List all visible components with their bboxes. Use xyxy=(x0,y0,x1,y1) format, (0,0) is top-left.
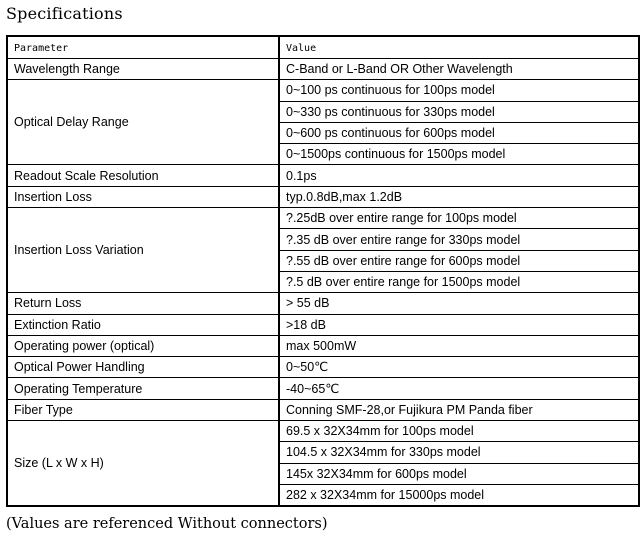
table-row xyxy=(7,421,639,442)
parameter-cell: Wavelength Range xyxy=(7,59,279,80)
value-cell: ?.35 dB over entire range for 330ps model xyxy=(279,229,639,250)
value-cell: ?.25dB over entire range for 100ps model xyxy=(279,208,639,229)
value-cell: >18 dB xyxy=(279,314,639,335)
parameter-cell: Operating power (optical) xyxy=(7,335,279,356)
parameter-cell: Optical Delay Range xyxy=(7,80,279,165)
page-title: Specifications xyxy=(6,4,123,23)
value-cell: 0~100 ps continuous for 100ps model xyxy=(279,80,639,101)
table-row xyxy=(7,80,639,101)
table-row xyxy=(7,165,639,186)
value-cell: 0~330 ps continuous for 330ps model xyxy=(279,101,639,122)
value-cell: ?.5 dB over entire range for 1500ps model xyxy=(279,271,639,292)
table-header-row xyxy=(7,36,639,59)
value-cell: max 500mW xyxy=(279,335,639,356)
parameter-cell: Optical Power Handling xyxy=(7,357,279,378)
parameter-cell: Insertion Loss xyxy=(7,186,279,207)
parameter-cell: Operating Temperature xyxy=(7,378,279,399)
parameter-cell: Return Loss xyxy=(7,293,279,314)
value-cell: 0~600 ps continuous for 600ps model xyxy=(279,122,639,143)
table-row xyxy=(7,378,639,399)
value-cell: 69.5 x 32X34mm for 100ps model xyxy=(279,421,639,442)
value-cell: 282 x 32X34mm for 15000ps model xyxy=(279,484,639,506)
table-row xyxy=(7,335,639,356)
parameter-cell: Insertion Loss Variation xyxy=(7,208,279,293)
table-row xyxy=(7,208,639,229)
parameter-cell: Size (L x W x H) xyxy=(7,421,279,507)
value-cell: 104.5 x 32X34mm for 330ps model xyxy=(279,442,639,463)
footnote: (Values are referenced Without connectors) xyxy=(6,516,328,532)
table-row xyxy=(7,314,639,335)
value-cell: > 55 dB xyxy=(279,293,639,314)
table-row xyxy=(7,399,639,420)
header-value: Value xyxy=(279,36,639,59)
value-cell: Conning SMF-28,or Fujikura PM Panda fiber xyxy=(279,399,639,420)
parameter-cell: Extinction Ratio xyxy=(7,314,279,335)
specifications-table xyxy=(6,35,640,507)
table-row xyxy=(7,357,639,378)
value-cell: 0.1ps xyxy=(279,165,639,186)
value-cell: 0~1500ps continuous for 1500ps model xyxy=(279,144,639,165)
value-cell: ?.55 dB over entire range for 600ps model xyxy=(279,250,639,271)
value-cell: -40~65℃ xyxy=(279,378,639,399)
value-cell: 145x 32X34mm for 600ps model xyxy=(279,463,639,484)
value-cell: typ.0.8dB,max 1.2dB xyxy=(279,186,639,207)
parameter-cell: Fiber Type xyxy=(7,399,279,420)
header-parameter: Parameter xyxy=(7,36,279,59)
value-cell: C-Band or L-Band OR Other Wavelength xyxy=(279,59,639,80)
parameter-cell: Readout Scale Resolution xyxy=(7,165,279,186)
table-row xyxy=(7,59,639,80)
table-row xyxy=(7,293,639,314)
table-row xyxy=(7,186,639,207)
value-cell: 0~50℃ xyxy=(279,357,639,378)
